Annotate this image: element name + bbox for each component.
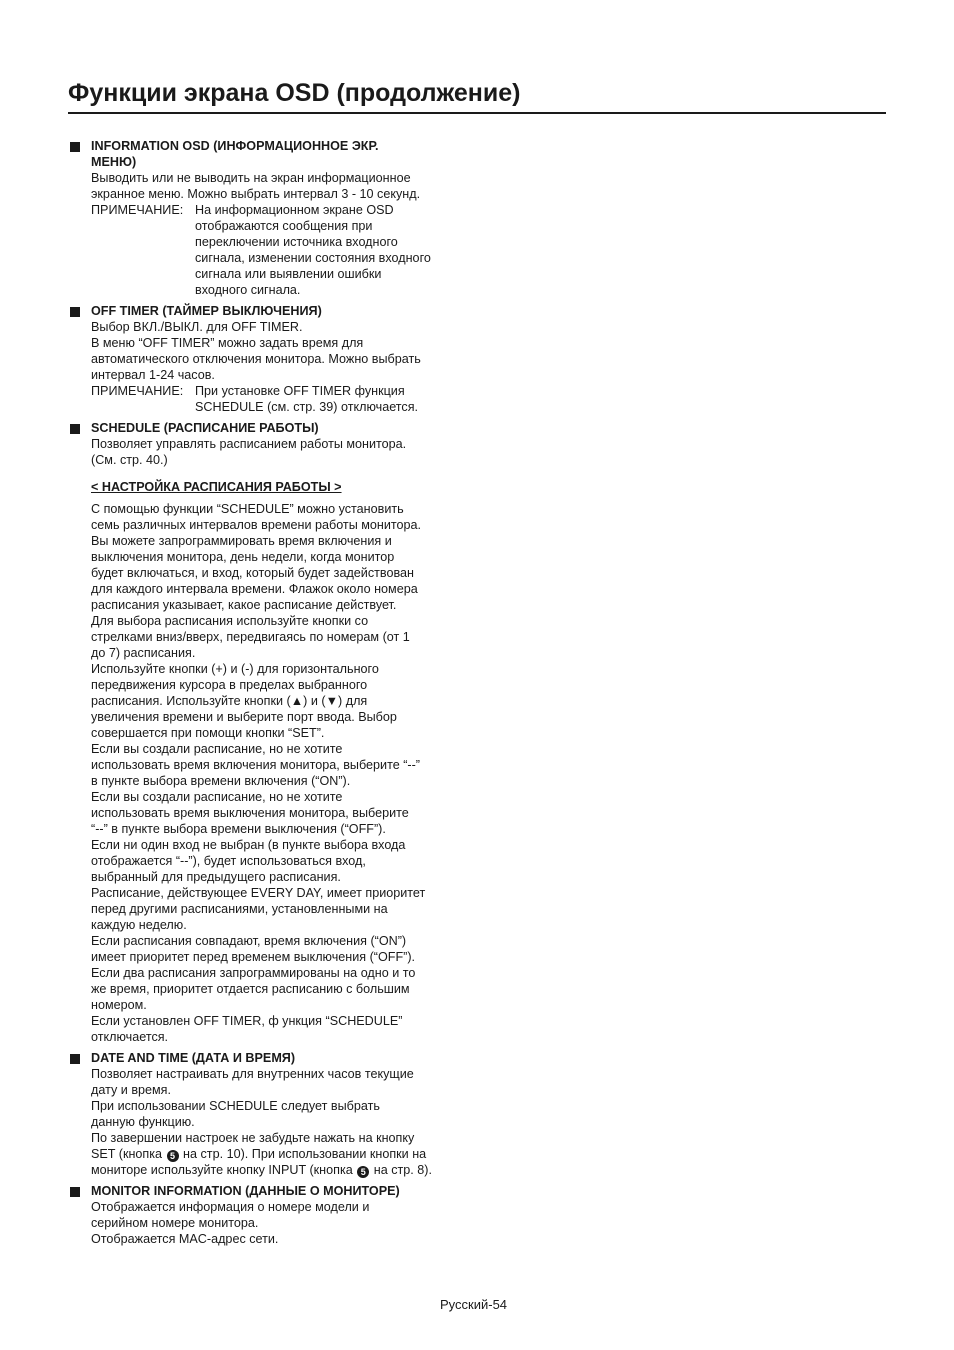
body-line: В меню “OFF TIMER” можно задать время для	[91, 336, 364, 350]
body-line: Позволяет управлять расписанием работы монитора.	[91, 437, 407, 451]
body-line: Выводить или не выводить на экран информационное	[91, 171, 411, 185]
body-line: автоматического отключения монитора. Можно выбрать	[91, 352, 421, 366]
body-line: (См. стр. 40.)	[91, 453, 168, 467]
body-line: передвижения курсора в пределах выбранного	[91, 678, 368, 692]
body-line: Расписание, действующее EVERY DAY, имеет приоритет	[91, 886, 426, 900]
body-line: дату и время.	[91, 1083, 171, 1097]
note-line: сигнала или выявлении ошибки	[195, 267, 382, 281]
body-line: Если вы создали расписание, но не хотите	[91, 790, 343, 804]
body-line: Позволяет настраивать для внутренних часов текущие	[91, 1067, 414, 1081]
body-line: выбранный для предыдущего расписания.	[91, 870, 341, 884]
section-title: INFORMATION OSD (ИНФОРМАЦИОННОЕ ЭКР. МЕНЮ)	[91, 139, 379, 169]
note	[91, 202, 468, 298]
square-bullet-icon	[70, 1187, 80, 1197]
body-line: же время, приоритет отдается расписанию с большим	[91, 982, 410, 996]
content-column	[68, 138, 468, 1247]
note-line: При установке OFF TIMER функция	[195, 384, 405, 398]
body-line: использовать время включения монитора, выберите “--”	[91, 758, 420, 772]
body-line: перед другими расписаниями, установленными на	[91, 902, 388, 916]
body-line: расписания указывает, какое расписание действует.	[91, 598, 397, 612]
body-line: до 7) расписания.	[91, 646, 196, 660]
body-line: отключается.	[91, 1030, 169, 1044]
square-bullet-icon	[70, 1054, 80, 1064]
body-line: Если вы создали расписание, но не хотите	[91, 742, 343, 756]
body-line: Вы можете запрограммировать время включения и	[91, 534, 392, 548]
note-line: SCHEDULE (см. стр. 39) отключается.	[195, 400, 419, 414]
body-line: выключения монитора, день недели, когда монитор	[91, 550, 395, 564]
page-title: Функции экрана OSD (продолжение)	[68, 79, 521, 107]
body-line: С помощью функции “SCHEDULE” можно установить	[91, 502, 404, 516]
body-line: “--” в пункте выбора времени выключения (“OFF”).	[91, 822, 386, 836]
note-line: входного сигнала.	[195, 283, 301, 297]
section-monitor-information	[68, 1183, 468, 1247]
note-line: переключении источника входного	[195, 235, 398, 249]
body-line: При использовании SCHEDULE следует выбрать	[91, 1099, 380, 1113]
body-line: SET (кнопка 5 на стр. 10). При использовании кнопки на	[91, 1147, 427, 1161]
section-title: SCHEDULE (РАСПИСАНИЕ РАБОТЫ)	[91, 421, 319, 435]
body-line: отображается “--”), будет использоваться вход,	[91, 854, 366, 868]
section-date-time	[68, 1050, 468, 1178]
square-bullet-icon	[70, 307, 80, 317]
body-line: увеличения времени и выберите порт ввода. Выбор	[91, 710, 397, 724]
body-line: серийном номере монитора.	[91, 1216, 259, 1230]
body-line: мониторе используйте кнопку INPUT (кнопка 5 на стр. 8).	[91, 1163, 432, 1177]
note-line: На информационном экране OSD	[195, 203, 394, 217]
schedule-body	[91, 501, 468, 1045]
title-divider	[68, 112, 886, 114]
schedule-settings-heading: < НАСТРОЙКА РАСПИСАНИЯ РАБОТЫ >	[91, 480, 342, 494]
body-line: Если два расписания запрограммированы на одно и то	[91, 966, 416, 980]
body-line: Если расписания совпадают, время включения (“ON”)	[91, 934, 407, 948]
body-line: интервал 1-24 часов.	[91, 368, 215, 382]
body-line: Для выбора расписания используйте кнопки со	[91, 614, 369, 628]
section-schedule	[68, 420, 468, 1045]
body-line: для каждого интервала времени. Флажок около номера	[91, 582, 418, 596]
body-line: использовать время выключения монитора, выберите	[91, 806, 409, 820]
body-line: экранное меню. Можно выбрать интервал 3 - 10 секунд.	[91, 187, 421, 201]
section-title: DATE AND TIME (ДАТА И ВРЕМЯ)	[91, 1051, 296, 1065]
note	[91, 383, 468, 415]
body-line: номером.	[91, 998, 147, 1012]
body-line: будет включаться, и вход, который будет задействован	[91, 566, 414, 580]
body-line: По завершении настроек не забудьте нажать на кнопку	[91, 1131, 415, 1145]
body-line: Если ни один вход не выбран (в пункте выбора входа	[91, 838, 406, 852]
section-off-timer	[68, 303, 468, 415]
section-title: MONITOR INFORMATION (ДАННЫЕ О МОНИТОРЕ)	[91, 1184, 400, 1198]
note-line: отображаются сообщения при	[195, 219, 373, 233]
body-line: семь различных интервалов времени работы монитора.	[91, 518, 422, 532]
body-line: имеет приоритет перед временем выключения (“OFF”).	[91, 950, 416, 964]
circled-number-5-icon: 5	[357, 1166, 369, 1178]
body-line: в пункте выбора времени включения (“ON”).	[91, 774, 351, 788]
section-information-osd	[68, 138, 468, 298]
note-label: ПРИМЕЧАНИЕ:	[91, 203, 184, 217]
body-line: Отображается информация о номере модели и	[91, 1200, 370, 1214]
body-line: Выбор ВКЛ./ВЫКЛ. для OFF TIMER.	[91, 320, 303, 334]
square-bullet-icon	[70, 424, 80, 434]
page-number: Русский-54	[440, 1297, 508, 1312]
note-line: сигнала, изменении состояния входного	[195, 251, 431, 265]
body-line: Отображается MAC-адрес сети.	[91, 1232, 279, 1246]
body-line: каждую неделю.	[91, 918, 187, 932]
section-title: OFF TIMER (ТАЙМЕР ВЫКЛЮЧЕНИЯ)	[91, 304, 322, 318]
square-bullet-icon	[70, 142, 80, 152]
circled-number-5-icon: 5	[167, 1150, 179, 1162]
body-line: совершается при помощи кнопки “SET”.	[91, 726, 325, 740]
body-line: Используйте кнопки (+) и (-) для горизонтального	[91, 662, 379, 676]
body-line: стрелками вниз/вверх, передвигаясь по номерам (от 1	[91, 630, 410, 644]
note-label: ПРИМЕЧАНИЕ:	[91, 384, 184, 398]
body-line: Если установлен OFF TIMER, ф ункция “SCHEDULE”	[91, 1014, 403, 1028]
body-line: данную функцию.	[91, 1115, 195, 1129]
body-line: расписания. Используйте кнопки (▲) и (▼) для	[91, 694, 368, 708]
